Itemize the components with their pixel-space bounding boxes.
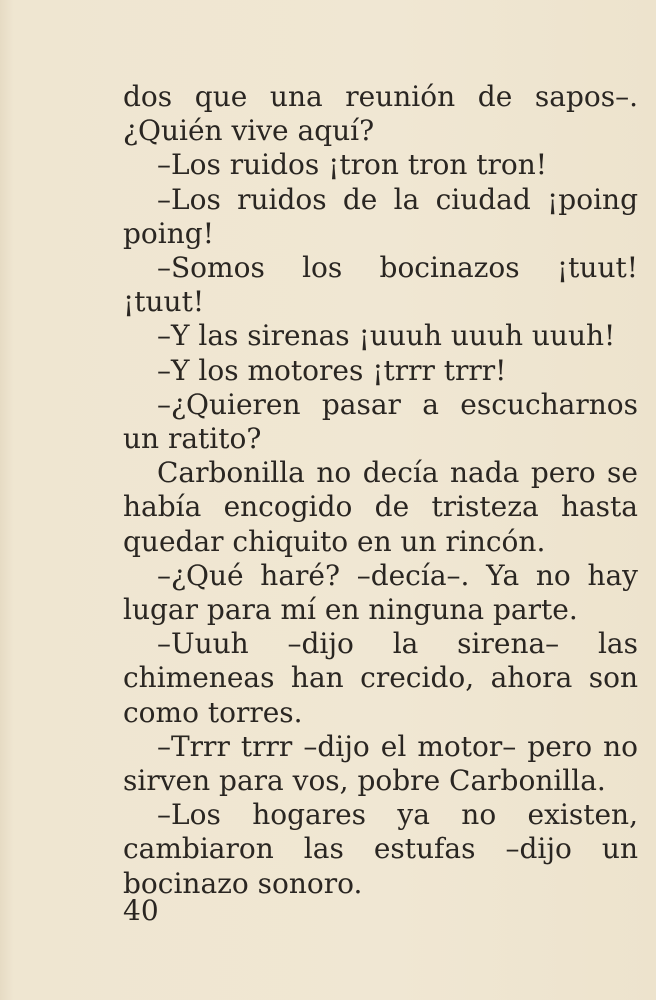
paragraph-12: –Los hogares ya no existen, cambiaron las estufas –dijo un bocinazo sonoro. [123,798,638,900]
paragraph-3: –Los ruidos de la ciudad ¡poing poing! [123,182,638,250]
body-text [123,80,638,901]
paragraph-11: –Trrr trrr –dijo el motor– pero no sirven para vos, pobre Carbonilla. [123,729,638,798]
paragraph-9: –¿Qué haré? –decía–. Ya no hay lugar para mí en ninguna parte. [123,558,638,627]
paragraph-5: –Y las sirenas ¡uuuh uuuh uuuh! [157,319,616,353]
paragraph-4: –Somos los bocinazos ¡tuut! ¡tuut! [123,251,638,319]
paragraph-2: –Los ruidos ¡tron tron tron! [157,148,548,182]
page-number: 40 [123,894,159,927]
paragraph-7: –¿Quieren pasar a escucharnos un ratito? [123,387,638,456]
paragraph-6: –Y los motores ¡trrr trrr! [157,353,507,387]
paragraph-1: dos que una reunión de sapos–. ¿Quién vive aquí? [123,80,638,148]
paragraph-10: –Uuuh –dijo la sirena– las chimeneas han crecido, ahora son como torres. [123,627,638,729]
paragraph-8: Carbonilla no decía nada pero se había encogido de tristeza hasta quedar chiquito en un rincón. [123,456,638,558]
